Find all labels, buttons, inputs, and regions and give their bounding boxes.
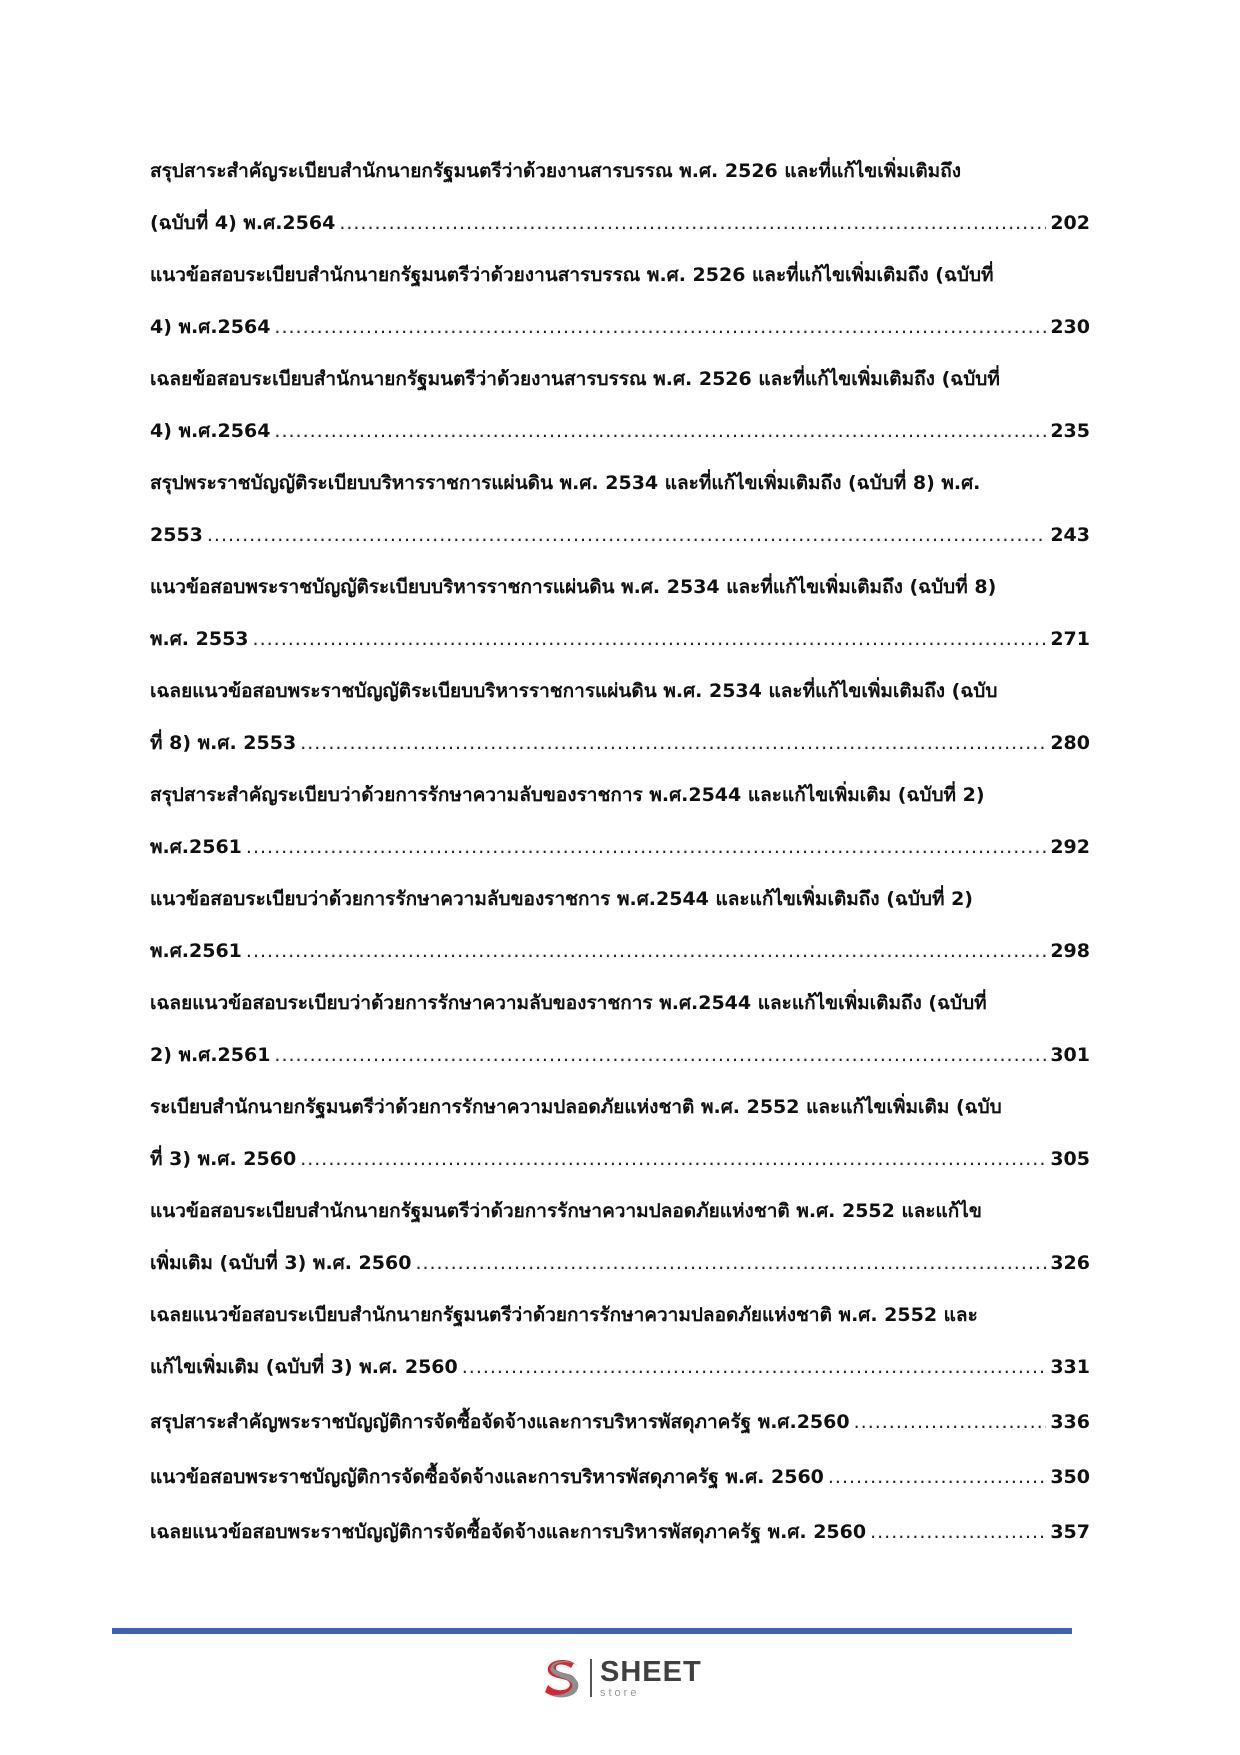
toc-entry-title: เฉลยแนวข้อสอบระเบียบสำนักนายกรัฐมนตรีว่าด้วยการรักษาความปลอดภัยแห่งชาติ พ.ศ. 2552 และ bbox=[150, 1304, 978, 1326]
logo-divider bbox=[590, 1659, 592, 1697]
toc-entry[interactable] bbox=[150, 145, 1090, 249]
toc-entry-title: สรุปพระราชบัญญัติระเบียบบริหารราชการแผ่นดิน พ.ศ. 2534 และที่แก้ไขเพิ่มเติมถึง (ฉบับที่ 8) พ.ศ. bbox=[150, 472, 981, 494]
toc-entry[interactable] bbox=[150, 1081, 1090, 1185]
toc-page-number: 280 bbox=[1050, 732, 1090, 754]
toc-entry-title-cont: พ.ศ. 2553 bbox=[150, 628, 249, 650]
logo-s-icon bbox=[540, 1656, 584, 1700]
toc-entry-title-cont: พ.ศ.2561 bbox=[150, 940, 242, 962]
toc-page-number: 331 bbox=[1050, 1356, 1090, 1378]
toc-entry-title: แนวข้อสอบพระราชบัญญัติระเบียบบริหารราชการแผ่นดิน พ.ศ. 2534 และที่แก้ไขเพิ่มเติมถึง (ฉบับที่ 8) bbox=[150, 576, 997, 598]
toc-page-number: 202 bbox=[1050, 212, 1090, 234]
dot-leader bbox=[870, 1506, 1046, 1558]
toc-page-number: 357 bbox=[1050, 1521, 1090, 1543]
toc-entry[interactable] bbox=[150, 561, 1090, 665]
dot-leader bbox=[274, 405, 1046, 457]
toc-entry-title: แนวข้อสอบระเบียบสำนักนายกรัฐมนตรีว่าด้วยการรักษาความปลอดภัยแห่งชาติ พ.ศ. 2552 และแก้ไข bbox=[150, 1200, 982, 1222]
dot-leader bbox=[854, 1396, 1047, 1448]
toc-entry[interactable] bbox=[150, 353, 1090, 457]
dot-leader bbox=[300, 717, 1046, 769]
dot-leader bbox=[300, 1133, 1046, 1185]
toc-entry[interactable] bbox=[150, 665, 1090, 769]
toc-entry-title-cont: 4) พ.ศ.2564 bbox=[150, 420, 271, 442]
toc-entry-title-cont: เพิ่มเติม (ฉบับที่ 3) พ.ศ. 2560 bbox=[150, 1252, 412, 1274]
toc-entry-title: เฉลยข้อสอบระเบียบสำนักนายกรัฐมนตรีว่าด้วยงานสารบรรณ พ.ศ. 2526 และที่แก้ไขเพิ่มเติมถึง (ฉบับที่ bbox=[150, 368, 1000, 390]
toc-page-number: 305 bbox=[1050, 1148, 1090, 1170]
toc-entry-title: เฉลยแนวข้อสอบพระราชบัญญัติระเบียบบริหารราชการแผ่นดิน พ.ศ. 2534 และที่แก้ไขเพิ่มเติมถึง (ฉบับ bbox=[150, 680, 998, 702]
toc-entry[interactable] bbox=[150, 769, 1090, 873]
dot-leader bbox=[415, 1237, 1046, 1289]
toc-entry-title-cont: แก้ไขเพิ่มเติม (ฉบับที่ 3) พ.ศ. 2560 bbox=[150, 1356, 458, 1378]
table-of-contents bbox=[150, 145, 1090, 1558]
toc-page-number: 243 bbox=[1050, 524, 1090, 546]
toc-entry-title: สรุปสาระสำคัญพระราชบัญญัติการจัดซื้อจัดจ้างและการบริหารพัสดุภาครัฐ พ.ศ.2560 bbox=[150, 1411, 850, 1433]
dot-leader bbox=[828, 1451, 1046, 1503]
toc-page-number: 292 bbox=[1050, 836, 1090, 858]
toc-entry[interactable] bbox=[150, 977, 1090, 1081]
toc-entry[interactable] bbox=[150, 1185, 1090, 1289]
toc-entry[interactable] bbox=[150, 457, 1090, 561]
toc-entry-title: แนวข้อสอบพระราชบัญญัติการจัดซื้อจัดจ้างและการบริหารพัสดุภาครัฐ พ.ศ. 2560 bbox=[150, 1466, 824, 1488]
toc-entry-title-cont: 4) พ.ศ.2564 bbox=[150, 316, 271, 338]
toc-entry[interactable] bbox=[150, 873, 1090, 977]
toc-entry[interactable] bbox=[150, 1506, 1090, 1558]
toc-page-number: 350 bbox=[1050, 1466, 1090, 1488]
toc-entry-title-cont: 2553 bbox=[150, 524, 203, 546]
dot-leader bbox=[253, 613, 1047, 665]
toc-page-number: 326 bbox=[1050, 1252, 1090, 1274]
toc-entry-title-cont: ที่ 3) พ.ศ. 2560 bbox=[150, 1148, 297, 1170]
toc-entry-title-cont: (ฉบับที่ 4) พ.ศ.2564 bbox=[150, 212, 336, 234]
sheet-store-logo bbox=[540, 1654, 702, 1702]
logo-subtext: store bbox=[600, 1686, 640, 1699]
toc-entry-title: แนวข้อสอบระเบียบสำนักนายกรัฐมนตรีว่าด้วยงานสารบรรณ พ.ศ. 2526 และที่แก้ไขเพิ่มเติมถึง (ฉบับที่ bbox=[150, 264, 994, 286]
toc-entry[interactable] bbox=[150, 249, 1090, 353]
dot-leader bbox=[246, 925, 1046, 977]
toc-entry[interactable] bbox=[150, 1396, 1090, 1448]
toc-entry[interactable] bbox=[150, 1289, 1090, 1393]
footer-rule bbox=[112, 1628, 1072, 1634]
dot-leader bbox=[207, 509, 1046, 561]
dot-leader bbox=[339, 197, 1046, 249]
toc-entry-title: สรุปสาระสำคัญระเบียบสำนักนายกรัฐมนตรีว่าด้วยงานสารบรรณ พ.ศ. 2526 และที่แก้ไขเพิ่มเติมถึง bbox=[150, 160, 961, 182]
toc-entry-title: ระเบียบสำนักนายกรัฐมนตรีว่าด้วยการรักษาความปลอดภัยแห่งชาติ พ.ศ. 2552 และแก้ไขเพิ่มเติม (ฉบับ bbox=[150, 1096, 1002, 1118]
toc-entry-title: เฉลยแนวข้อสอบพระราชบัญญัติการจัดซื้อจัดจ้างและการบริหารพัสดุภาครัฐ พ.ศ. 2560 bbox=[150, 1521, 867, 1543]
toc-page-number: 336 bbox=[1050, 1411, 1090, 1433]
toc-entry-title-cont: ที่ 8) พ.ศ. 2553 bbox=[150, 732, 297, 754]
toc-entry-title: เฉลยแนวข้อสอบระเบียบว่าด้วยการรักษาความลับของราชการ พ.ศ.2544 และแก้ไขเพิ่มเติมถึง (ฉบับที่ bbox=[150, 992, 987, 1014]
toc-entry-title-cont: 2) พ.ศ.2561 bbox=[150, 1044, 271, 1066]
toc-page-number: 271 bbox=[1050, 628, 1090, 650]
dot-leader bbox=[274, 1029, 1046, 1081]
toc-entry[interactable] bbox=[150, 1451, 1090, 1503]
toc-page-number: 298 bbox=[1050, 940, 1090, 962]
toc-page-number: 235 bbox=[1050, 420, 1090, 442]
toc-page-number: 301 bbox=[1050, 1044, 1090, 1066]
dot-leader bbox=[246, 821, 1046, 873]
toc-entry-title: สรุปสาระสำคัญระเบียบว่าด้วยการรักษาความลับของราชการ พ.ศ.2544 และแก้ไขเพิ่มเติม (ฉบับที่ 2) bbox=[150, 784, 985, 806]
dot-leader bbox=[462, 1341, 1047, 1393]
logo-wordmark: SHEET bbox=[600, 1655, 702, 1688]
dot-leader bbox=[274, 301, 1046, 353]
toc-page-number: 230 bbox=[1050, 316, 1090, 338]
toc-entry-title: แนวข้อสอบระเบียบว่าด้วยการรักษาความลับของราชการ พ.ศ.2544 และแก้ไขเพิ่มเติมถึง (ฉบับที่ 2) bbox=[150, 888, 973, 910]
toc-entry-title-cont: พ.ศ.2561 bbox=[150, 836, 242, 858]
